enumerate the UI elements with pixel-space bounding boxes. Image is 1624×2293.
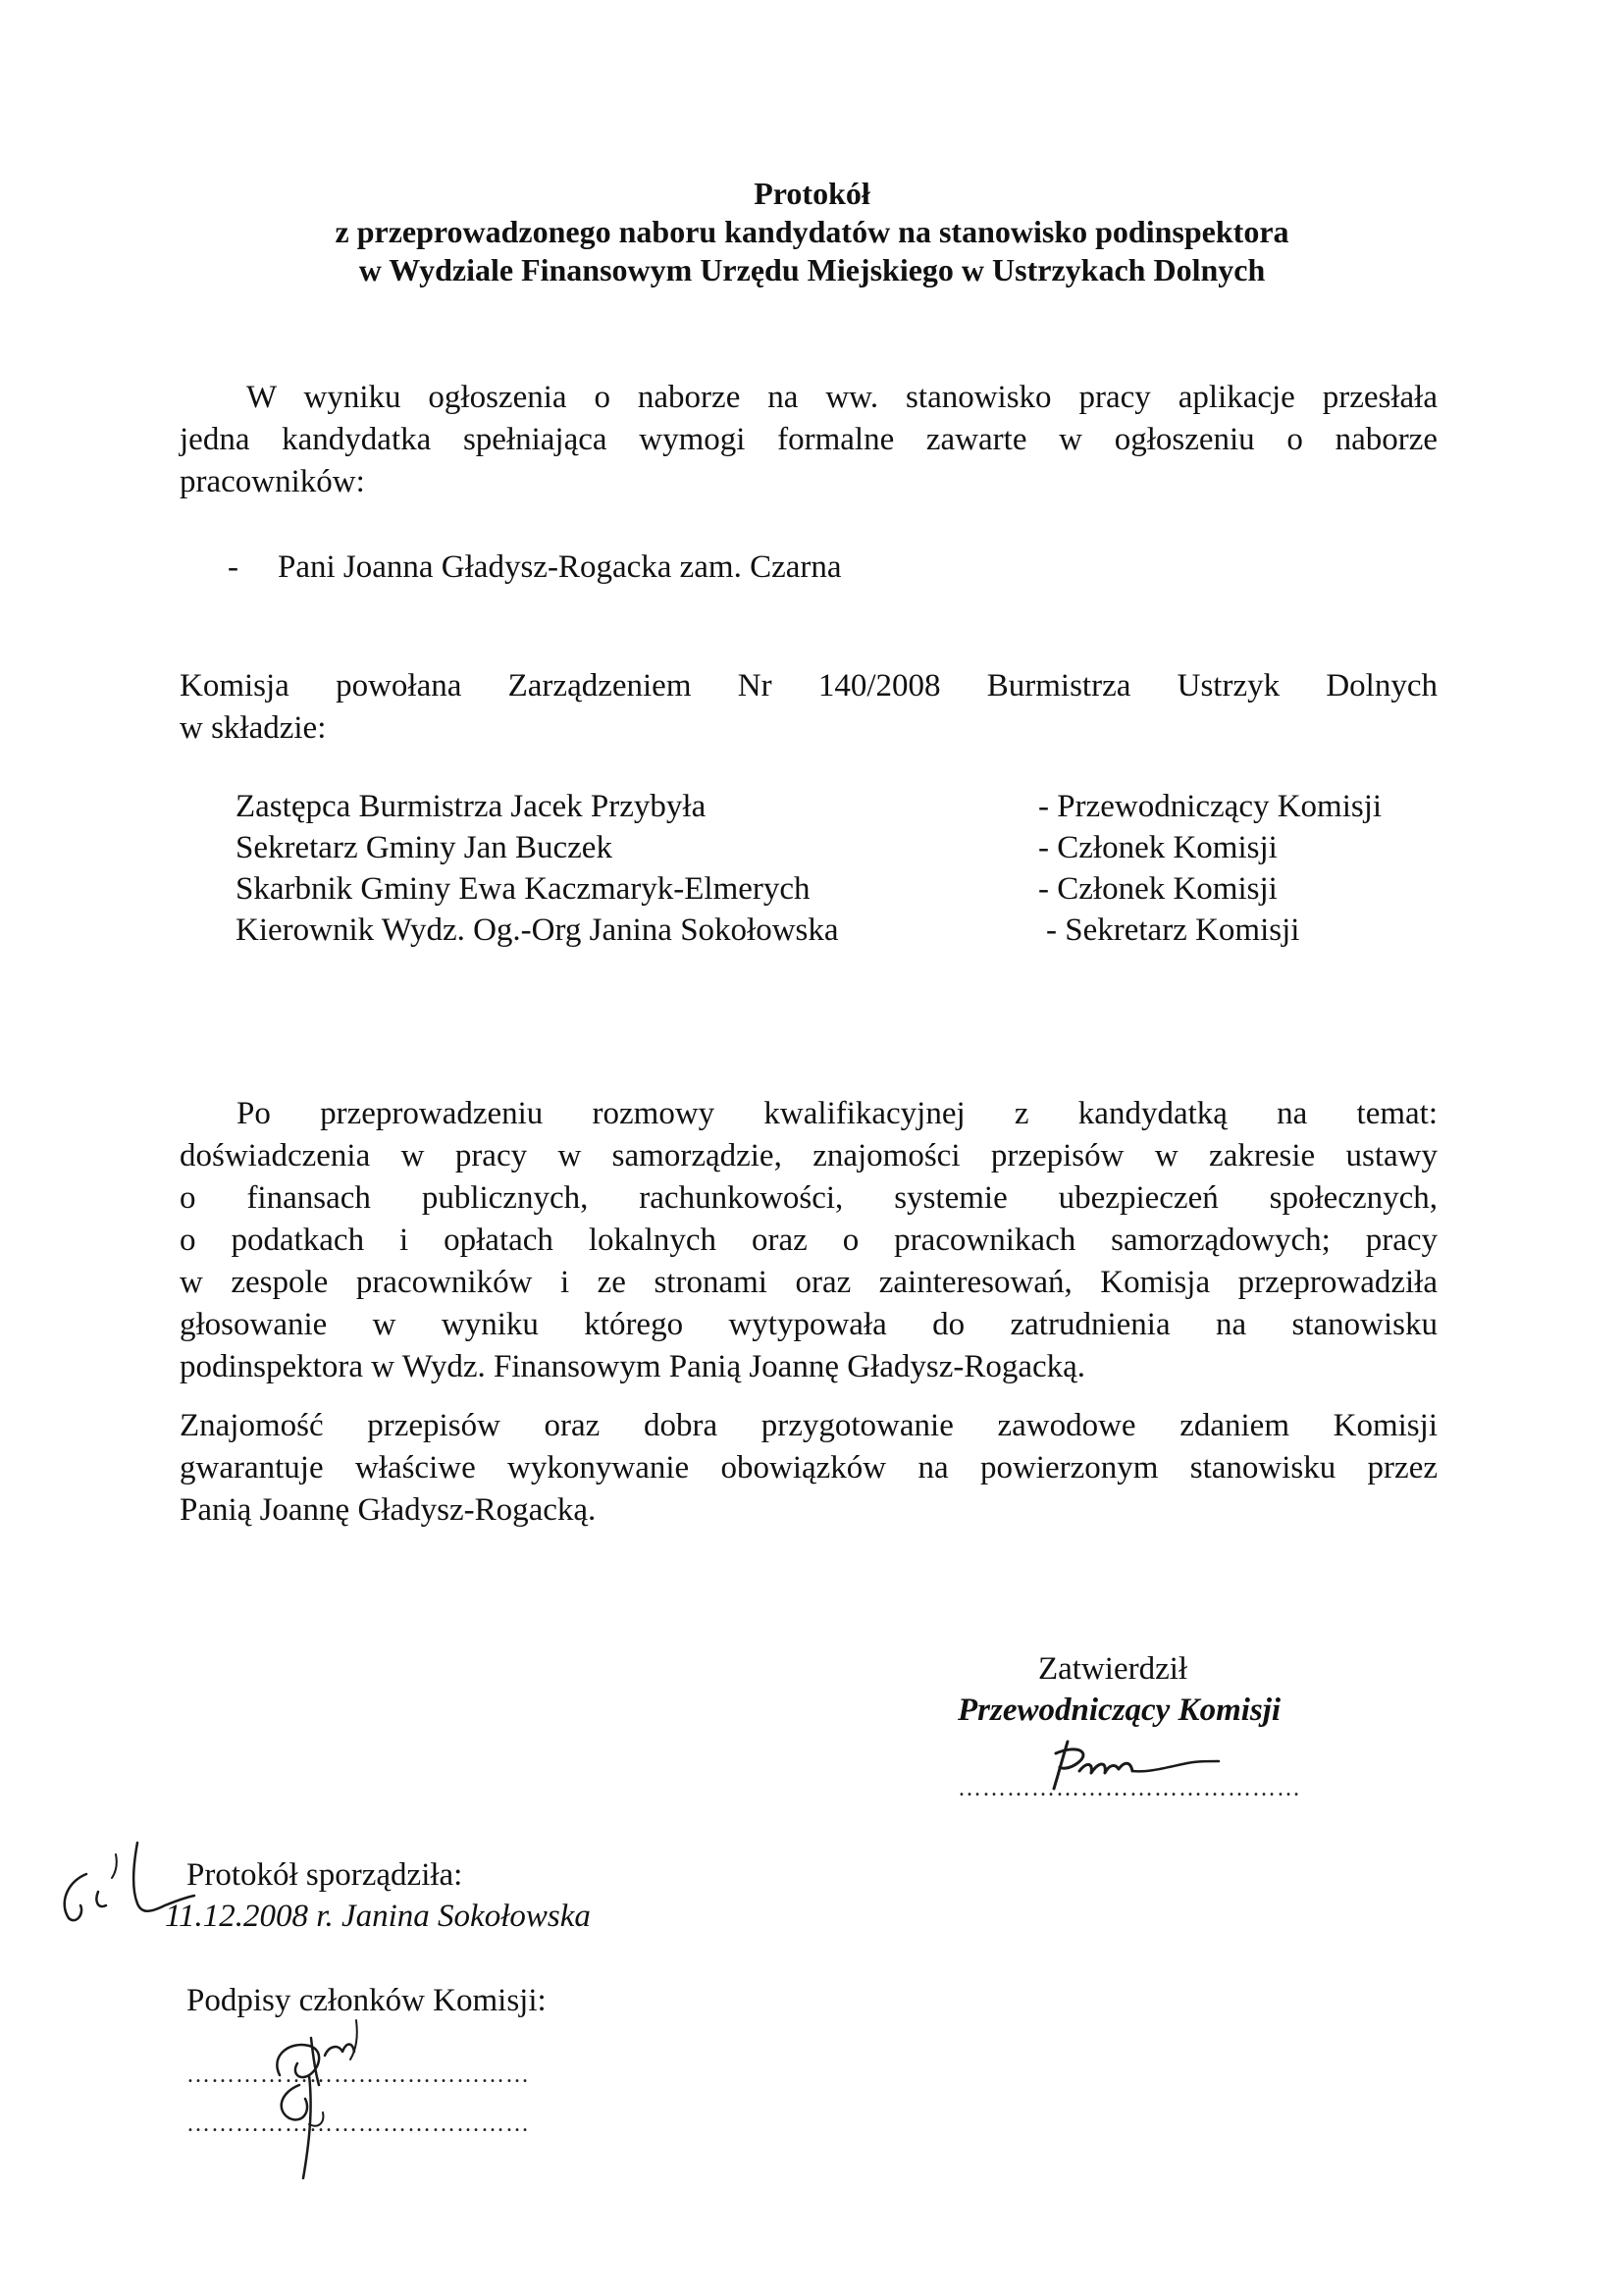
- member-role: - Sekretarz Komisji: [1046, 912, 1300, 948]
- signatures-label: Podpisy członków Komisji:: [186, 1983, 547, 2018]
- result-line: o podatkach i opłatach lokalnych oraz o pracownikach samorządowych; pracy: [180, 1223, 1438, 1258]
- candidate-name: Pani Joanna Gładysz-Rogacka zam. Czarna: [278, 549, 842, 585]
- conclusion-line: Panią Joannę Gładysz-Rogacką.: [180, 1492, 597, 1528]
- commission-paragraph: [180, 665, 1438, 750]
- intro-paragraph: [180, 377, 1438, 503]
- commission-line: w składzie:: [180, 710, 327, 746]
- intro-line: pracowników:: [180, 464, 365, 499]
- chairman-signature: [1040, 1732, 1227, 1800]
- conclusion-line: Znajomość przepisów oraz dobra przygotowanie zawodowe zdaniem Komisji: [180, 1408, 1438, 1443]
- result-line: w zespole pracowników i ze stronami oraz zainteresowań, Komisja przeprowadziła: [180, 1265, 1438, 1300]
- member-signatures: [240, 2016, 407, 2193]
- member-name: Skarbnik Gminy Ewa Kaczmaryk-Elmerych: [236, 871, 811, 907]
- member-name: Sekretarz Gminy Jan Buczek: [236, 830, 612, 865]
- candidate-bullet: -: [228, 549, 238, 585]
- result-line: doświadczenia w pracy w samorządzie, znajomości przepisów w zakresie ustawy: [180, 1138, 1438, 1173]
- commission-line: Komisja powołana Zarządzeniem Nr 140/2008 Burmistrza Ustrzyk Dolnych: [180, 668, 1438, 704]
- intro-line: W wyniku ogłoszenia o naborze na ww. stanowisko pracy aplikacje przesłała: [246, 380, 1438, 415]
- document-header: [0, 175, 1624, 289]
- signature-line-2: ……………………………………: [186, 2111, 530, 2137]
- intro-line: jedna kandydatka spełniająca wymogi formalne zawarte w ogłoszeniu o naborze: [180, 422, 1438, 457]
- approval-label: Zatwierdził: [1038, 1651, 1188, 1687]
- prepared-detail: 11.12.2008 r. Janina Sokołowska: [165, 1899, 591, 1934]
- approval-role: Przewodniczący Komisji: [958, 1693, 1282, 1728]
- result-line: o finansach publicznych, rachunkowości, systemie ubezpieczeń społecznych,: [180, 1180, 1438, 1216]
- document-subtitle-line-1: z przeprowadzonego naboru kandydatów na stanowisko podinspektora: [335, 214, 1289, 249]
- signature-line-1: ……………………………………: [186, 2062, 530, 2088]
- document-title: Protokół: [754, 176, 870, 211]
- approval-signature-line: ……………………………………: [958, 1776, 1301, 1801]
- member-role: - Członek Komisji: [1038, 871, 1278, 907]
- member-name: Zastępca Burmistrza Jacek Przybyła: [236, 789, 707, 824]
- conclusion-paragraph: [180, 1405, 1438, 1532]
- result-line: podinspektora w Wydz. Finansowym Panią Joannę Gładysz-Rogacką.: [180, 1349, 1086, 1384]
- member-role: - Członek Komisji: [1038, 830, 1278, 865]
- result-line: Po przeprowadzeniu rozmowy kwalifikacyjnej z kandydatką na temat:: [236, 1096, 1438, 1131]
- member-role: - Przewodniczący Komisji: [1038, 789, 1383, 824]
- secretary-signature: [47, 1835, 194, 1943]
- result-paragraph: [180, 1093, 1438, 1388]
- result-line: głosowanie w wyniku którego wytypowała do zatrudnienia na stanowisku: [180, 1307, 1438, 1342]
- conclusion-line: gwarantuje właściwe wykonywanie obowiązków na powierzonym stanowisku przez: [180, 1450, 1438, 1485]
- member-name: Kierownik Wydz. Og.-Org Janina Sokołowska: [236, 912, 839, 948]
- document-subtitle-line-2: w Wydziale Finansowym Urzędu Miejskiego w Ustrzykach Dolnych: [358, 252, 1266, 287]
- prepared-label: Protokół sporządziła:: [186, 1857, 463, 1893]
